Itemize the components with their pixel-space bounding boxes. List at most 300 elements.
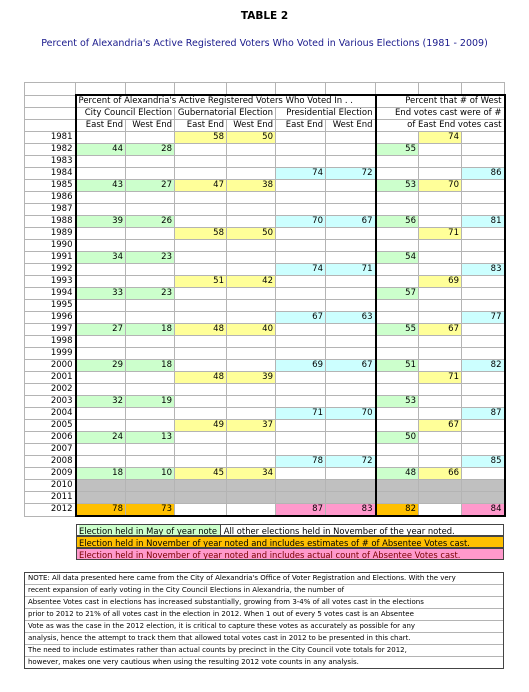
value-cell-pres-e	[276, 324, 326, 336]
year-cell: 1984	[25, 168, 76, 180]
value-cell-pres-e	[276, 420, 326, 432]
cc-east-end-header: East End	[76, 120, 126, 132]
value-cell-pres-e	[276, 396, 326, 408]
value-cell-cc-e: 44	[76, 144, 126, 156]
value-cell-pres-w	[326, 204, 376, 216]
value-cell-pres-w	[326, 384, 376, 396]
value-cell-r-gov	[419, 168, 462, 180]
value-cell-r-cc	[376, 240, 419, 252]
value-cell-cc-e	[76, 456, 126, 468]
voter-turnout-table	[24, 82, 506, 517]
value-cell-cc-e	[76, 276, 126, 288]
value-cell-cc-e	[76, 420, 126, 432]
value-cell-pres-e	[276, 444, 326, 456]
legend-actual-note: Election held in November of year noted and includes actual count of Absentee Votes cast.	[76, 548, 504, 560]
table-row	[25, 372, 505, 384]
value-cell-r-gov	[419, 312, 462, 324]
value-cell-r-gov: 67	[419, 324, 462, 336]
value-cell-gov-e: 58	[175, 228, 227, 240]
value-cell-pres-w	[326, 420, 376, 432]
value-cell-cc-e: 33	[76, 288, 126, 300]
legend-november-note: All other elections held in November of the year noted.	[223, 526, 455, 536]
value-cell-cc-e: 43	[76, 180, 126, 192]
ratio-header-line-3: of East End votes cast	[376, 120, 505, 132]
value-cell-r-cc: 53	[376, 396, 419, 408]
value-cell-gov-w	[227, 300, 276, 312]
value-cell-r-gov	[419, 204, 462, 216]
table-row	[25, 192, 505, 204]
value-cell-r-gov	[419, 288, 462, 300]
value-cell-r-gov	[419, 456, 462, 468]
value-cell-gov-e	[175, 240, 227, 252]
value-cell-pres-w	[326, 300, 376, 312]
value-cell-r-gov: 74	[419, 132, 462, 144]
value-cell-cc-w	[126, 228, 175, 240]
year-cell: 1990	[25, 240, 76, 252]
value-cell-r-cc	[376, 456, 419, 468]
value-cell-gov-w	[227, 480, 276, 492]
value-cell-pres-w: 72	[326, 456, 376, 468]
value-cell-cc-w	[126, 204, 175, 216]
value-cell-gov-e	[175, 492, 227, 504]
table-row	[25, 228, 505, 240]
value-cell-pres-w	[326, 288, 376, 300]
value-cell-r-cc: 55	[376, 144, 419, 156]
value-cell-r-pres	[462, 288, 505, 300]
value-cell-cc-e: 39	[76, 216, 126, 228]
value-cell-r-gov	[419, 300, 462, 312]
value-cell-cc-e	[76, 492, 126, 504]
header-row-2	[25, 108, 505, 120]
value-cell-r-cc	[376, 408, 419, 420]
note-line: prior to 2012 to 21% of all votes cast in the election in 2012. When 1 out of every 5 votes cast is an Absentee	[25, 609, 503, 621]
value-cell-r-pres	[462, 432, 505, 444]
value-cell-cc-w	[126, 312, 175, 324]
value-cell-gov-w: 34	[227, 468, 276, 480]
value-cell-r-pres	[462, 180, 505, 192]
year-cell: 2011	[25, 492, 76, 504]
value-cell-r-cc: 57	[376, 288, 419, 300]
table-row	[25, 396, 505, 408]
value-cell-r-cc	[376, 444, 419, 456]
value-cell-cc-w: 73	[126, 504, 175, 517]
value-cell-gov-w	[227, 156, 276, 168]
value-cell-pres-w	[326, 156, 376, 168]
value-cell-gov-w	[227, 144, 276, 156]
year-cell: 2004	[25, 408, 76, 420]
value-cell-cc-w	[126, 168, 175, 180]
value-cell-cc-e: 32	[76, 396, 126, 408]
value-cell-pres-e: 70	[276, 216, 326, 228]
value-cell-cc-e	[76, 192, 126, 204]
value-cell-r-gov	[419, 252, 462, 264]
value-cell-r-gov: 66	[419, 468, 462, 480]
value-cell-cc-w	[126, 348, 175, 360]
value-cell-r-cc	[376, 348, 419, 360]
value-cell-r-gov: 71	[419, 372, 462, 384]
value-cell-pres-w	[326, 492, 376, 504]
value-cell-pres-e	[276, 132, 326, 144]
value-cell-r-pres	[462, 348, 505, 360]
value-cell-cc-e	[76, 408, 126, 420]
note-line: Vote as was the case in the 2012 election, it is critical to capture these votes as accurately as possible for any	[25, 621, 503, 633]
value-cell-gov-e: 49	[175, 420, 227, 432]
value-cell-r-pres	[462, 276, 505, 288]
value-cell-cc-w: 23	[126, 288, 175, 300]
blank-row	[25, 83, 505, 96]
gov-east-end-header: East End	[175, 120, 227, 132]
value-cell-r-cc	[376, 480, 419, 492]
value-cell-r-cc: 54	[376, 252, 419, 264]
value-cell-r-cc	[376, 276, 419, 288]
value-cell-cc-e	[76, 156, 126, 168]
value-cell-cc-w: 23	[126, 252, 175, 264]
value-cell-cc-w: 18	[126, 360, 175, 372]
value-cell-cc-w: 28	[126, 144, 175, 156]
value-cell-r-gov	[419, 156, 462, 168]
value-cell-cc-w: 19	[126, 396, 175, 408]
value-cell-r-gov	[419, 360, 462, 372]
value-cell-gov-w: 39	[227, 372, 276, 384]
year-cell: 2007	[25, 444, 76, 456]
value-cell-r-pres: 84	[462, 504, 505, 517]
value-cell-gov-w	[227, 384, 276, 396]
value-cell-r-pres: 81	[462, 216, 505, 228]
value-cell-r-pres: 86	[462, 168, 505, 180]
table-row	[25, 420, 505, 432]
value-cell-r-cc: 50	[376, 432, 419, 444]
value-cell-gov-e	[175, 156, 227, 168]
year-cell: 1982	[25, 144, 76, 156]
value-cell-pres-w	[326, 228, 376, 240]
legend-may-note: Election held in May of year note	[79, 525, 221, 536]
year-cell: 1991	[25, 252, 76, 264]
year-cell: 2006	[25, 432, 76, 444]
value-cell-r-cc	[376, 384, 419, 396]
value-cell-gov-e: 45	[175, 468, 227, 480]
value-cell-pres-w	[326, 444, 376, 456]
value-cell-gov-w	[227, 336, 276, 348]
note-line: however, makes one very cautious when using the resulting 2012 vote counts in any analysis.	[28, 658, 359, 666]
value-cell-cc-e	[76, 240, 126, 252]
value-cell-cc-e	[76, 204, 126, 216]
value-cell-cc-w	[126, 384, 175, 396]
value-cell-r-cc	[376, 192, 419, 204]
value-cell-cc-w	[126, 264, 175, 276]
year-cell: 1989	[25, 228, 76, 240]
value-cell-r-pres	[462, 324, 505, 336]
value-cell-pres-e: 87	[276, 504, 326, 517]
value-cell-gov-e	[175, 312, 227, 324]
value-cell-gov-e	[175, 384, 227, 396]
value-cell-cc-e	[76, 384, 126, 396]
year-cell: 2012	[25, 504, 76, 517]
value-cell-pres-e	[276, 468, 326, 480]
value-cell-gov-w	[227, 504, 276, 517]
value-cell-gov-e: 58	[175, 132, 227, 144]
table-row	[25, 360, 505, 372]
year-cell: 1985	[25, 180, 76, 192]
value-cell-pres-w: 71	[326, 264, 376, 276]
value-cell-r-pres	[462, 156, 505, 168]
value-cell-pres-w	[326, 252, 376, 264]
value-cell-r-cc: 48	[376, 468, 419, 480]
value-cell-cc-e	[76, 132, 126, 144]
year-cell: 2010	[25, 480, 76, 492]
value-cell-gov-e	[175, 408, 227, 420]
value-cell-cc-w	[126, 420, 175, 432]
year-cell: 1994	[25, 288, 76, 300]
value-cell-r-pres	[462, 468, 505, 480]
main-group-header: Percent of Alexandria's Active Registered Voters Who Voted In . .	[76, 95, 376, 108]
value-cell-cc-e: 78	[76, 504, 126, 517]
ratio-header-line-1: Percent that # of West	[376, 95, 505, 108]
value-cell-gov-w: 50	[227, 228, 276, 240]
year-cell: 2008	[25, 456, 76, 468]
value-cell-cc-e	[76, 444, 126, 456]
value-cell-pres-w	[326, 276, 376, 288]
value-cell-pres-e	[276, 336, 326, 348]
value-cell-r-pres	[462, 444, 505, 456]
value-cell-gov-w	[227, 348, 276, 360]
value-cell-gov-w	[227, 192, 276, 204]
value-cell-pres-w: 83	[326, 504, 376, 517]
value-cell-gov-w	[227, 252, 276, 264]
table-row	[25, 252, 505, 264]
table-row	[25, 276, 505, 288]
value-cell-r-cc	[376, 228, 419, 240]
value-cell-pres-e	[276, 288, 326, 300]
value-cell-gov-w	[227, 360, 276, 372]
table-row	[25, 324, 505, 336]
value-cell-r-gov: 67	[419, 420, 462, 432]
year-cell: 1999	[25, 348, 76, 360]
value-cell-pres-e	[276, 180, 326, 192]
value-cell-gov-e	[175, 432, 227, 444]
table-row	[25, 444, 505, 456]
table-row	[25, 336, 505, 348]
note-line: NOTE: All data presented here came from the City of Alexandria's Office of Voter Registration and Elections. With the very	[25, 573, 503, 585]
year-cell: 2002	[25, 384, 76, 396]
value-cell-gov-e	[175, 396, 227, 408]
value-cell-pres-e	[276, 228, 326, 240]
value-cell-cc-w: 10	[126, 468, 175, 480]
value-cell-pres-w	[326, 324, 376, 336]
value-cell-r-gov	[419, 192, 462, 204]
value-cell-r-cc	[376, 156, 419, 168]
value-cell-cc-w	[126, 492, 175, 504]
value-cell-gov-w: 50	[227, 132, 276, 144]
value-cell-r-pres	[462, 384, 505, 396]
value-cell-cc-e	[76, 372, 126, 384]
table-row	[25, 468, 505, 480]
value-cell-r-cc	[376, 132, 419, 144]
value-cell-cc-e: 29	[76, 360, 126, 372]
value-cell-r-cc	[376, 420, 419, 432]
value-cell-gov-e	[175, 348, 227, 360]
value-cell-r-cc	[376, 264, 419, 276]
value-cell-gov-w	[227, 408, 276, 420]
value-cell-cc-w	[126, 300, 175, 312]
value-cell-cc-e: 18	[76, 468, 126, 480]
value-cell-r-pres	[462, 192, 505, 204]
header-row-3	[25, 120, 505, 132]
notes-box	[24, 572, 504, 669]
value-cell-cc-e	[76, 264, 126, 276]
value-cell-gov-w	[227, 312, 276, 324]
value-cell-pres-w	[326, 336, 376, 348]
value-cell-pres-w	[326, 468, 376, 480]
value-cell-cc-w	[126, 372, 175, 384]
value-cell-gov-w	[227, 204, 276, 216]
value-cell-pres-e	[276, 348, 326, 360]
value-cell-pres-e	[276, 156, 326, 168]
value-cell-gov-e: 47	[175, 180, 227, 192]
value-cell-gov-e	[175, 444, 227, 456]
table-title: TABLE 2	[240, 10, 289, 22]
value-cell-pres-w: 72	[326, 168, 376, 180]
value-cell-cc-e	[76, 480, 126, 492]
value-cell-pres-w: 67	[326, 360, 376, 372]
value-cell-r-cc: 56	[376, 216, 419, 228]
value-cell-pres-w	[326, 144, 376, 156]
ratio-header-line-2: End votes cast were of #	[376, 108, 505, 120]
value-cell-r-cc	[376, 300, 419, 312]
year-cell: 2009	[25, 468, 76, 480]
table-row	[25, 384, 505, 396]
value-cell-pres-e	[276, 252, 326, 264]
value-cell-gov-w	[227, 444, 276, 456]
value-cell-pres-e	[276, 240, 326, 252]
value-cell-cc-w	[126, 192, 175, 204]
value-cell-pres-w: 67	[326, 216, 376, 228]
value-cell-r-gov	[419, 432, 462, 444]
value-cell-r-cc	[376, 204, 419, 216]
value-cell-gov-e	[175, 192, 227, 204]
header-row-1	[25, 95, 505, 108]
year-cell: 1997	[25, 324, 76, 336]
year-cell: 1988	[25, 216, 76, 228]
value-cell-pres-w	[326, 132, 376, 144]
legend-estimates-note: Election held in November of year noted and includes estimates of # of Absentee Votes cast.	[76, 536, 504, 548]
note-line: recent expansion of early voting in the City Council Elections in Alexandria, the number of	[25, 585, 503, 597]
pres-west-end-header: West End	[326, 120, 376, 132]
value-cell-gov-e: 48	[175, 324, 227, 336]
value-cell-cc-w	[126, 336, 175, 348]
value-cell-pres-e	[276, 480, 326, 492]
year-cell: 1986	[25, 192, 76, 204]
cc-west-end-header: West End	[126, 120, 175, 132]
value-cell-cc-e	[76, 312, 126, 324]
pres-east-end-header: East End	[276, 120, 326, 132]
value-cell-pres-w	[326, 240, 376, 252]
value-cell-gov-w	[227, 168, 276, 180]
value-cell-cc-e	[76, 228, 126, 240]
value-cell-pres-e: 74	[276, 168, 326, 180]
value-cell-gov-e	[175, 456, 227, 468]
value-cell-pres-e	[276, 204, 326, 216]
value-cell-r-pres	[462, 480, 505, 492]
value-cell-r-cc: 55	[376, 324, 419, 336]
value-cell-r-gov	[419, 144, 462, 156]
value-cell-r-pres	[462, 144, 505, 156]
value-cell-r-gov	[419, 480, 462, 492]
year-cell: 2005	[25, 420, 76, 432]
value-cell-gov-e: 48	[175, 372, 227, 384]
value-cell-cc-e: 27	[76, 324, 126, 336]
value-cell-r-pres	[462, 336, 505, 348]
value-cell-gov-w	[227, 492, 276, 504]
value-cell-gov-e	[175, 288, 227, 300]
table-row	[25, 216, 505, 228]
value-cell-cc-w	[126, 156, 175, 168]
table-row	[25, 168, 505, 180]
value-cell-r-pres	[462, 300, 505, 312]
value-cell-pres-e	[276, 372, 326, 384]
table-row	[25, 240, 505, 252]
value-cell-r-gov	[419, 384, 462, 396]
table-row	[25, 180, 505, 192]
value-cell-r-cc: 53	[376, 180, 419, 192]
value-cell-gov-w	[227, 396, 276, 408]
value-cell-cc-w	[126, 456, 175, 468]
value-cell-r-pres	[462, 396, 505, 408]
value-cell-r-gov	[419, 240, 462, 252]
year-cell: 1998	[25, 336, 76, 348]
gubernatorial-header: Gubernatorial Election	[175, 108, 276, 120]
value-cell-r-gov	[419, 216, 462, 228]
value-cell-pres-e: 67	[276, 312, 326, 324]
value-cell-cc-w	[126, 480, 175, 492]
value-cell-pres-w	[326, 372, 376, 384]
value-cell-r-pres: 87	[462, 408, 505, 420]
value-cell-r-cc	[376, 372, 419, 384]
table-row	[25, 156, 505, 168]
value-cell-cc-w: 27	[126, 180, 175, 192]
table-row	[25, 408, 505, 420]
value-cell-pres-w	[326, 396, 376, 408]
year-cell: 1993	[25, 276, 76, 288]
value-cell-pres-w: 63	[326, 312, 376, 324]
value-cell-pres-e: 78	[276, 456, 326, 468]
table-row	[25, 144, 505, 156]
value-cell-gov-w: 42	[227, 276, 276, 288]
value-cell-r-gov: 70	[419, 180, 462, 192]
value-cell-pres-e: 74	[276, 264, 326, 276]
value-cell-r-gov	[419, 396, 462, 408]
value-cell-pres-e: 71	[276, 408, 326, 420]
year-cell: 1995	[25, 300, 76, 312]
value-cell-r-pres	[462, 420, 505, 432]
value-cell-cc-w	[126, 132, 175, 144]
value-cell-gov-e	[175, 252, 227, 264]
value-cell-gov-w: 38	[227, 180, 276, 192]
table-row	[25, 348, 505, 360]
value-cell-r-gov	[419, 408, 462, 420]
value-cell-gov-e	[175, 204, 227, 216]
value-cell-pres-w	[326, 192, 376, 204]
value-cell-cc-e	[76, 300, 126, 312]
value-cell-gov-e	[175, 300, 227, 312]
value-cell-r-pres: 83	[462, 264, 505, 276]
year-cell: 2003	[25, 396, 76, 408]
table-row	[25, 312, 505, 324]
value-cell-r-cc: 82	[376, 504, 419, 517]
value-cell-r-pres	[462, 372, 505, 384]
value-cell-pres-w	[326, 432, 376, 444]
value-cell-gov-e	[175, 480, 227, 492]
value-cell-gov-w: 40	[227, 324, 276, 336]
